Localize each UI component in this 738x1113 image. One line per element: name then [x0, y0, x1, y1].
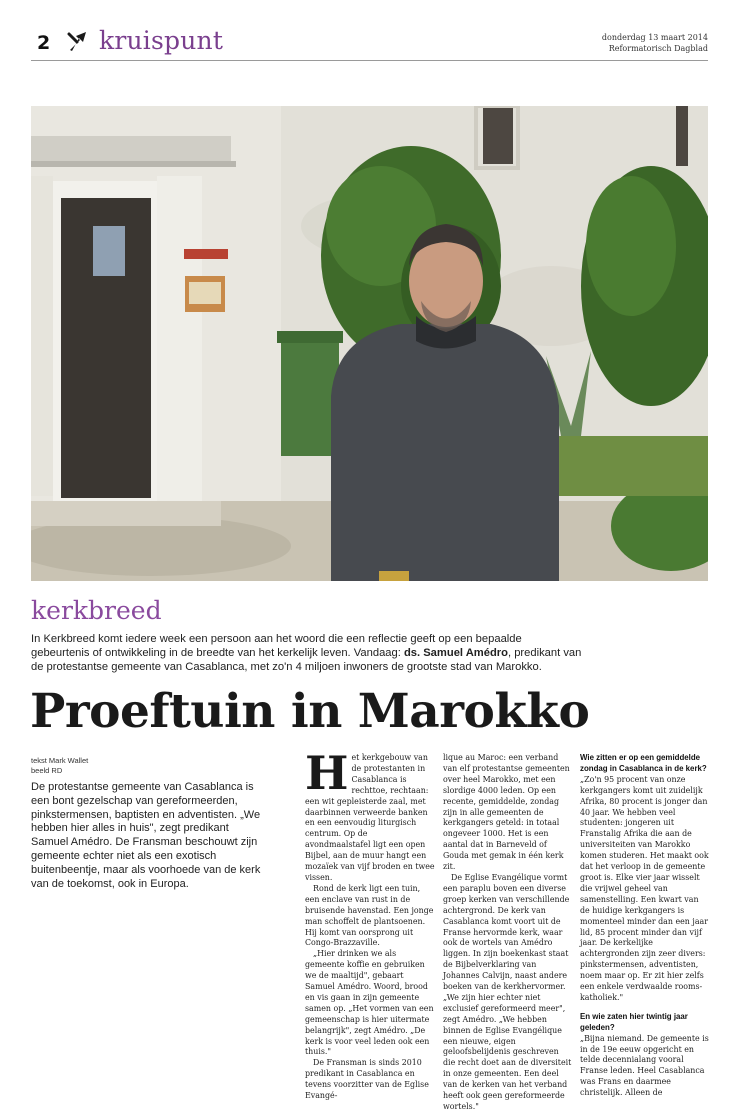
body-paragraph: lique au Maroc: een verband van elf protestantse gemeenten over heel Marokko, met een slordige 4000 leden. Op een recente, gemiddelde, zondag zijn in alle gemeenten de kerkgangers geteld: in totaal ongeveer 1000. Het is een aantal dat in Barneveld of Gouda met gemak in één kerk zit. [443, 753, 570, 872]
page-number: 2 [37, 32, 51, 54]
cross-arrow-icon [67, 30, 89, 52]
article-photo [31, 106, 708, 581]
rubric-title: kerkbreed [31, 596, 162, 625]
article-credits [31, 756, 88, 776]
intro-line-3: de protestantse gemeente van Casablanca, met zo'n 4 miljoen inwoners de grootste stad van Marokko. [31, 661, 542, 673]
body-column-2 [443, 753, 573, 1113]
intro-line-1: In Kerkbreed komt iedere week een persoon aan het woord die een reflectie geeft op een bepaalde [31, 633, 522, 645]
photo-credit: beeld RD [31, 766, 63, 775]
interview-answer: „Bijna niemand. De gemeente is in de 19e eeuw opgericht en telde decennialang vooral Franse leden. Heel Casablanca was Frans en daarmee christelijk. Alleen de [580, 1033, 709, 1098]
body-paragraph: „Hier drinken we als gemeente koffie en gebruiken we de maaltijd", gebaart Samuel Amédro. Woord, brood en vis gaan in zijn gemeente samen op. „Het vormen van een gemeenschap is hier uitermate belangrijk", zegt Amédro. „De kerk is voor veel leden ook een thuis." [305, 949, 434, 1057]
intro-line-2-end: , predikant van [507, 647, 582, 659]
body-paragraph: De Fransman is sinds 2010 predikant in Casablanca en tevens voorzitter van de Eglise Evangé- [305, 1058, 429, 1101]
publication-name: Reformatorisch Dagblad [608, 44, 708, 53]
body-column-3 [580, 753, 710, 1099]
body-paragraph: Rond de kerk ligt een tuin, een enclave van rust in de bruisende havenstad. Een jonge man schoffelt de plantsoenen. Hij komt van oorsprong uit Congo-Brazzaville. [305, 883, 434, 948]
article-headline: Proeftuin in Marokko [30, 684, 590, 739]
intro-name: ds. Samuel Amédro [403, 647, 508, 659]
interview-answer: „Zo'n 95 procent van onze kerkgangers komt uit zuidelijk Afrika, 80 procent is jonger dan 40 jaar. We hebben veel studenten: jongeren uit Franstalig Afrika die aan de universiteiten van Marokko komen studeren. Het maakt ook dat het verloop in de gemeente groot is. Elke vier jaar wisselt die vrijwel geheel van samenstelling. Een kwart van de huidige kerkgangers is momenteel minder dan een jaar lid, 85 procent minder dan vijf jaar. De kerkelijke achtergronden zijn zeer divers: pinkstermensen, adventisten, noem maar op. Er zit hier zelfs een enkele verdwaalde rooms-katholiek." [580, 774, 709, 1002]
drop-cap: H [305, 746, 349, 800]
section-name: kruispunt [99, 26, 224, 55]
body-paragraph: et kerkgebouw van de protestanten in Casablanca is rechttoe, rechtaan: een wit gepleisterde zaal, met daarbinnen verweerde banken en een eenvoudig liturgisch centrum. Op de avondmaalstafel ligt een open Bijbel, aan de muur hangt een mozaïek van vijf broden en twee vissen. [305, 753, 435, 882]
photo-scene [31, 106, 708, 581]
body-column-1 [305, 746, 435, 1102]
page-header [31, 26, 708, 61]
article-lead: De protestantse gemeente van Casablanca is een bont gezelschap van gereformeerden, pinkstermensen, baptisten en adventisten. „We hebben hier alles in huis", zegt predikant Samuel Amédro. De Fransman beschouwt zijn gemeente echter niet als een exotisch buitenbeentje, maar als voorhoede van de kerk van de toekomst, ook in Europa. [31, 781, 261, 890]
intro-line-2: gebeurtenis of ontwikkeling in de breedte van het kerkelijk leven. Vandaag: [31, 647, 404, 659]
issue-date-text: donderdag 13 maart 2014 [601, 33, 708, 42]
interview-question: Wie zitten er op een gemiddelde zondag in Casablanca in de kerk? [580, 753, 707, 773]
rubric-intro [31, 632, 711, 674]
body-paragraph: De Eglise Evangélique vormt een paraplu boven een diverse groep kerken van verschillende achtergrond. De kerk van Casablanca komt voort uit de Franse hervormde kerk, waar ook de wortels van Amédro liggen. In zijn boekenkast staat de Bijbelverklaring van Johannes Calvijn, naast andere boeken van de kerkhervormer. „We zijn hier echter niet exclusief gereformeerd meer", zegt Amédro. „We hebben binnen de Eglise Evangélique een nieuwe, eigen geloofsbelijdenis geschreven die recht doet aan de diversiteit in onze gemeenten. Een deel van de kerken van het verband heeft ook geen gereformeerde wortels." [443, 872, 572, 1111]
text-credit: tekst Mark Wallet [31, 756, 89, 765]
interview-question: En wie zaten hier twintig jaar geleden? [580, 1011, 688, 1032]
issue-date [602, 32, 708, 54]
